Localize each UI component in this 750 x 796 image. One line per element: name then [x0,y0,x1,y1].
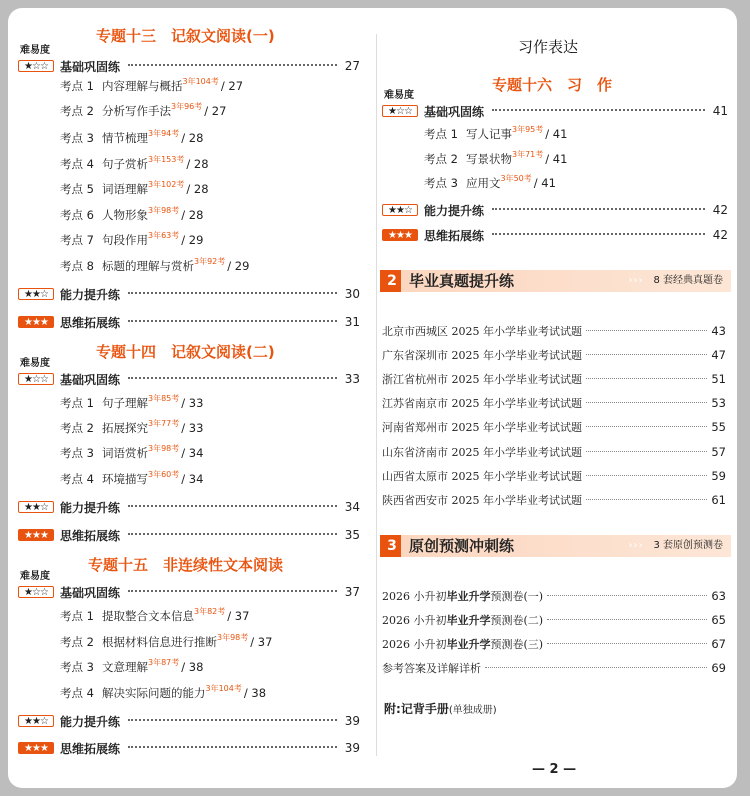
column-divider [376,34,377,756]
leader-dots [128,64,337,66]
toc-level-row[interactable] [18,527,360,543]
appendix-note [384,700,497,717]
point-frequency: 3年153考 [148,155,185,164]
difficulty-stars-icon: ★☆☆ [18,60,54,72]
exam-paper-title: 北京市西城区 2025 年小学毕业考试试题 [382,325,582,338]
point-page: / 37 [227,609,250,623]
point-number: 考点 1 [60,79,94,93]
level-label: 基础巩固练 [60,59,121,74]
leader-dots [586,475,707,476]
point-number: 考点 6 [60,208,94,222]
leader-dots [128,590,337,592]
difficulty-label: 难易度 [20,358,50,369]
exam-point[interactable] [60,471,203,487]
point-page: / 27 [220,79,244,93]
exam-point[interactable] [424,151,567,167]
exam-paper-row[interactable] [382,371,726,387]
paper-prefix: 2026 小升初 [382,638,447,651]
point-frequency: 3年77考 [148,419,180,428]
leader-dots [128,377,337,379]
level-label: 能力提升练 [60,500,121,515]
page-number: 67 [711,637,726,651]
page-number: 30 [344,287,360,301]
point-number: 考点 7 [60,233,94,247]
leader-dots [547,595,707,596]
level-label: 能力提升练 [424,203,485,218]
leader-dots [586,378,707,379]
difficulty-label: 难易度 [20,571,50,582]
point-name: 分析写作手法 [102,104,171,118]
leader-dots [128,505,337,507]
point-name: 文意理解 [102,660,148,674]
leader-dots [586,426,707,427]
toc-level-row[interactable] [382,227,728,243]
point-number: 考点 3 [60,131,94,145]
point-frequency: 3年98考 [148,206,180,215]
point-name: 人物形象 [102,208,148,222]
section-number: 2 [383,270,401,292]
paper-emphasis: 毕业升学 [446,590,491,603]
exam-paper-title: 河南省郑州市 2025 年小学毕业考试试题 [382,421,582,434]
point-page: / 28 [186,182,209,196]
point-frequency: 3年60考 [148,470,180,479]
point-page: / 41 [545,152,568,166]
exam-point[interactable] [60,181,209,197]
point-name: 词语理解 [102,182,148,196]
toc-page [8,8,737,788]
point-name: 词语赏析 [102,446,148,460]
point-name: 句段作用 [102,233,148,247]
exam-paper-title: 山西省太原市 2025 年小学毕业考试试题 [382,470,582,483]
leader-dots [492,233,705,235]
paper-prefix: 2026 小升初 [382,590,447,603]
point-frequency: 3年94考 [148,129,180,138]
mock-paper-row[interactable] [382,612,726,628]
arrow-icon: ››› [628,540,644,551]
page-number: 53 [711,396,726,410]
difficulty-stars-icon: ★★☆ [382,204,418,216]
page-number: 33 [344,372,360,386]
difficulty-stars-icon: ★★☆ [18,715,54,727]
point-frequency: 3年104考 [205,684,242,693]
exam-point[interactable] [60,156,209,172]
point-number: 考点 2 [60,635,94,649]
page-number: 39 [344,741,360,755]
difficulty-stars-icon: ★★☆ [18,501,54,513]
level-label: 能力提升练 [60,714,121,729]
topic-title[interactable]: 专题十三 记叙文阅读(一) [96,27,275,45]
point-frequency: 3年50考 [500,174,532,183]
section-banner[interactable] [380,270,731,292]
exam-paper-title: 广东省深圳市 2025 年小学毕业考试试题 [382,349,582,362]
exam-point[interactable] [60,103,226,119]
leader-dots [128,292,337,294]
point-page: / 34 [181,472,204,486]
paper-suffix: 预测卷(三) [490,638,544,651]
point-page: / 41 [545,127,568,141]
level-label: 思维拓展练 [424,228,485,243]
toc-level-row[interactable] [18,584,360,600]
point-page: / 28 [186,157,209,171]
page-number: 69 [711,661,726,675]
point-frequency: 3年82考 [194,607,226,616]
point-frequency: 3年92考 [194,257,226,266]
point-name: 拓展探究 [102,421,148,435]
page-number: 27 [344,59,360,73]
point-number: 考点 1 [424,127,458,141]
point-number: 考点 2 [424,152,458,166]
exam-paper-row[interactable] [382,492,726,508]
point-frequency: 3年96考 [171,102,203,111]
point-name: 句子赏析 [102,157,148,171]
page-number: 42 [712,228,728,242]
leader-dots [547,643,707,644]
toc-level-row[interactable] [18,58,360,74]
leader-dots [586,402,707,403]
toc-level-row[interactable] [18,713,360,729]
section-banner[interactable] [380,535,731,557]
exam-point[interactable] [60,78,243,94]
leader-dots [128,533,337,535]
point-number: 考点 2 [60,421,94,435]
point-frequency: 3年102考 [148,180,185,189]
point-number: 考点 8 [60,259,94,273]
point-number: 考点 1 [60,609,94,623]
point-page: / 38 [243,686,267,700]
exam-point[interactable] [60,445,203,461]
toc-level-row[interactable] [18,499,360,515]
point-frequency: 3年87考 [148,658,180,667]
appendix-title: :记背手册 [396,702,449,716]
paper-emphasis: 毕业升学 [446,614,491,627]
point-frequency: 3年95考 [512,125,544,134]
leader-dots [586,354,707,355]
leader-dots [547,619,707,620]
level-label: 思维拓展练 [60,528,121,543]
page-number: 51 [711,372,726,386]
point-number: 考点 3 [424,176,458,190]
topic-title[interactable]: 专题十五 非连续性文本阅读 [88,556,284,574]
leader-dots [586,451,707,452]
paper-suffix: 预测卷(一) [490,590,544,603]
exam-point[interactable] [424,126,567,142]
leader-dots [128,746,337,748]
paper-emphasis: 毕业升学 [446,638,491,651]
point-number: 考点 4 [60,157,94,171]
arrow-icon: ››› [628,275,644,286]
page-number: 65 [711,613,726,627]
point-page: / 34 [181,446,204,460]
section-subtitle [628,535,723,557]
leader-dots [492,109,705,111]
section-count: 3 套原创预测卷 [653,540,723,551]
difficulty-stars-icon: ★★★ [18,742,54,754]
exam-point[interactable] [60,608,249,624]
point-frequency: 3年98考 [148,444,180,453]
mock-paper-row[interactable] [382,636,726,652]
level-label: 基础巩固练 [424,104,485,119]
page-number: 63 [711,589,726,603]
page-number: 61 [711,493,726,507]
point-frequency: 3年104考 [182,77,219,86]
page-number: 39 [344,714,360,728]
difficulty-stars-icon: ★★☆ [18,288,54,300]
toc-level-row[interactable] [382,202,728,218]
point-frequency: 3年63考 [148,231,180,240]
leader-dots [128,719,337,721]
toc-level-row[interactable] [18,371,360,387]
section-subtitle [628,270,723,292]
difficulty-label: 难易度 [20,45,50,56]
toc-level-row[interactable] [18,740,360,756]
point-page: / 41 [533,176,556,190]
point-frequency: 3年85考 [148,394,180,403]
page-number: 34 [344,500,360,514]
point-page: / 28 [181,131,204,145]
point-number: 考点 2 [60,104,94,118]
difficulty-stars-icon: ★★★ [18,316,54,328]
leader-dots [586,330,707,331]
exam-paper-title: 山东省济南市 2025 年小学毕业考试试题 [382,446,582,459]
point-name: 根据材料信息进行推断 [102,635,217,649]
point-number: 考点 3 [60,660,94,674]
section-number: 3 [383,535,401,557]
point-page: / 33 [181,421,204,435]
section-title: 毕业真题提升练 [409,272,515,290]
toc-level-row[interactable] [18,314,360,330]
point-number: 考点 3 [60,446,94,460]
exam-point[interactable] [60,395,203,411]
point-page: / 29 [181,233,204,247]
exam-point[interactable] [60,420,203,436]
exam-paper-title: 江苏省南京市 2025 年小学毕业考试试题 [382,397,582,410]
toc-level-row[interactable] [382,103,728,119]
exam-point[interactable] [60,659,203,675]
appendix-prefix: 附 [384,702,397,716]
paper-prefix: 2026 小升初 [382,614,447,627]
point-page: / 29 [227,259,250,273]
section-header: 习作表达 [518,38,579,56]
exam-paper-title: 浙江省杭州市 2025 年小学毕业考试试题 [382,373,582,386]
topic-title[interactable]: 专题十六 习 作 [492,76,613,94]
difficulty-label: 难易度 [384,90,414,101]
point-name: 环境描写 [102,472,148,486]
leader-dots [128,320,337,322]
section-count: 8 套经典真题卷 [653,275,723,286]
point-number: 考点 1 [60,396,94,410]
appendix-remark: (单独成册) [448,705,497,716]
point-page: / 28 [181,208,204,222]
answers-row[interactable] [382,660,726,676]
exam-point[interactable] [60,130,203,146]
answers-label: 参考答案及详解详析 [382,662,481,675]
point-name: 写人记事 [466,127,512,141]
difficulty-stars-icon: ★★★ [18,529,54,541]
exam-paper-row[interactable] [382,347,726,363]
exam-paper-row[interactable] [382,444,726,460]
paper-suffix: 预测卷(二) [490,614,544,627]
point-name: 提取整合文本信息 [102,609,194,623]
level-label: 基础巩固练 [60,372,121,387]
page-number: 55 [711,420,726,434]
difficulty-stars-icon: ★★★ [382,229,418,241]
page-number: 41 [712,104,728,118]
exam-paper-row[interactable] [382,468,726,484]
point-name: 句子理解 [102,396,148,410]
point-number: 考点 4 [60,472,94,486]
point-name: 内容理解与概括 [102,79,183,93]
exam-point[interactable] [60,207,203,223]
point-name: 解决实际问题的能力 [102,686,206,700]
level-label: 能力提升练 [60,287,121,302]
level-label: 思维拓展练 [60,315,121,330]
exam-paper-row[interactable] [382,395,726,411]
page-number: 37 [344,585,360,599]
exam-paper-title: 陕西省西安市 2025 年小学毕业考试试题 [382,494,582,507]
section-title: 原创预测冲刺练 [409,537,515,555]
point-page: / 33 [181,396,204,410]
point-name: 情节梳理 [102,131,148,145]
page-number: 43 [711,324,726,338]
point-page: / 37 [250,635,273,649]
page-number: 57 [711,445,726,459]
point-frequency: 3年98考 [217,633,249,642]
exam-point[interactable] [60,232,203,248]
toc-level-row[interactable] [18,286,360,302]
difficulty-stars-icon: ★☆☆ [382,105,418,117]
exam-point[interactable] [60,634,272,650]
page-number: 35 [344,528,360,542]
exam-point[interactable] [60,685,266,701]
exam-paper-row[interactable] [382,419,726,435]
page-footer-number: — 2 — [532,762,577,777]
point-page: / 38 [181,660,204,674]
difficulty-stars-icon: ★☆☆ [18,373,54,385]
point-page: / 27 [204,104,227,118]
exam-paper-row[interactable] [382,323,726,339]
point-frequency: 3年71考 [512,150,544,159]
leader-dots [492,208,705,210]
level-label: 基础巩固练 [60,585,121,600]
point-name: 标题的理解与赏析 [102,259,194,273]
exam-point[interactable] [424,175,556,191]
mock-paper-row[interactable] [382,588,726,604]
leader-dots [586,499,707,500]
page-number: 47 [711,348,726,362]
leader-dots [485,667,707,668]
exam-point[interactable] [60,258,249,274]
topic-title[interactable]: 专题十四 记叙文阅读(二) [96,343,275,361]
point-number: 考点 4 [60,686,94,700]
page-number: 42 [712,203,728,217]
point-number: 考点 5 [60,182,94,196]
point-name: 写景状物 [466,152,512,166]
page-number: 59 [711,469,726,483]
page-number: 31 [344,315,360,329]
level-label: 思维拓展练 [60,741,121,756]
point-name: 应用文 [466,176,501,190]
difficulty-stars-icon: ★☆☆ [18,586,54,598]
